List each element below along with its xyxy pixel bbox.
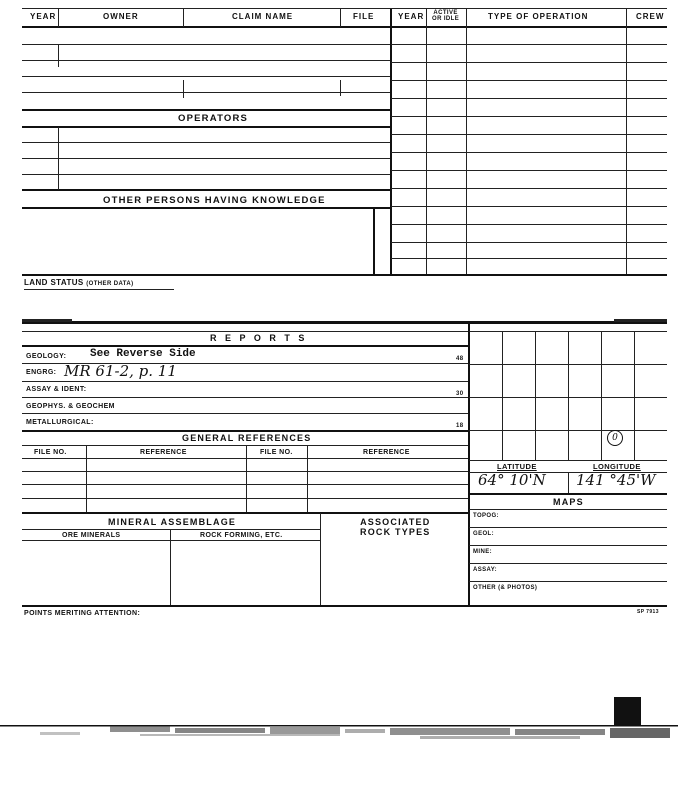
header-owner: OWNER: [103, 12, 139, 21]
maps-assay: ASSAY:: [473, 567, 498, 573]
gr-header-file-no-2: FILE NO.: [260, 449, 293, 456]
header-file: FILE: [353, 12, 375, 21]
header-year-2: YEAR: [398, 12, 425, 21]
geophys-geochem-label: GEOPHYS. & GEOCHEM: [26, 403, 115, 410]
engrg-label: ENGRG:: [26, 369, 57, 376]
header-type-of-operation: TYPE OF OPERATION: [488, 12, 589, 21]
circled-mark: 0: [607, 430, 623, 446]
scan-noise-band: [0, 720, 678, 750]
engrg-value[interactable]: MR 61-2, p. 11: [64, 362, 177, 380]
land-status-text: LAND STATUS: [24, 278, 84, 287]
land-status-label: [24, 279, 134, 287]
header-active-or-idle: ACTIVE OR IDLE: [432, 10, 460, 22]
latitude-value[interactable]: 64° 10'N: [478, 471, 546, 489]
general-references-title: GENERAL REFERENCES: [182, 433, 312, 443]
mineral-assemblage-title: MINERAL ASSEMBLAGE: [108, 517, 237, 527]
ore-minerals-header: ORE MINERALS: [62, 532, 121, 539]
gr-header-reference-2: REFERENCE: [363, 449, 410, 456]
gr-header-file-no-1: FILE NO.: [34, 449, 67, 456]
reports-title: R E P O R T S: [210, 333, 308, 343]
margin-number-30: 30: [456, 391, 464, 397]
header-crew: CREW: [636, 12, 665, 21]
assay-ident-label: ASSAY & IDENT:: [26, 386, 87, 393]
metallurgical-label: METALLURGICAL:: [26, 419, 94, 426]
rock-forming-header: ROCK FORMING, ETC.: [200, 532, 283, 539]
maps-title: MAPS: [553, 497, 584, 507]
latitude-label: LATITUDE: [497, 462, 537, 471]
other-persons-title: OTHER PERSONS HAVING KNOWLEDGE: [103, 195, 326, 206]
maps-other-photos: OTHER (& PHOTOS): [473, 585, 538, 591]
longitude-label: LONGITUDE: [593, 462, 641, 471]
header-year: YEAR: [30, 12, 57, 21]
associated-rock-types: ASSOCIATED ROCK TYPES: [360, 517, 431, 537]
maps-mine: MINE:: [473, 549, 492, 555]
maps-topog: TOPOG:: [473, 513, 499, 519]
margin-number-18: 18: [456, 423, 464, 429]
gr-header-reference-1: REFERENCE: [140, 449, 187, 456]
form-number: SP 7913: [637, 609, 659, 615]
geology-label: GEOLOGY:: [26, 353, 67, 360]
header-claim-name: CLAIM NAME: [232, 12, 294, 21]
land-status-sub: (OTHER DATA): [86, 281, 134, 287]
geology-value[interactable]: See Reverse Side: [90, 348, 196, 360]
reports-top-bar: [22, 321, 667, 324]
points-meriting-attention-label: POINTS MERITING ATTENTION:: [24, 610, 141, 617]
operators-title: OPERATORS: [178, 113, 249, 124]
margin-number-48: 48: [456, 356, 464, 362]
longitude-value[interactable]: 141 °45'W: [576, 471, 656, 489]
maps-geol: GEOL:: [473, 531, 494, 537]
